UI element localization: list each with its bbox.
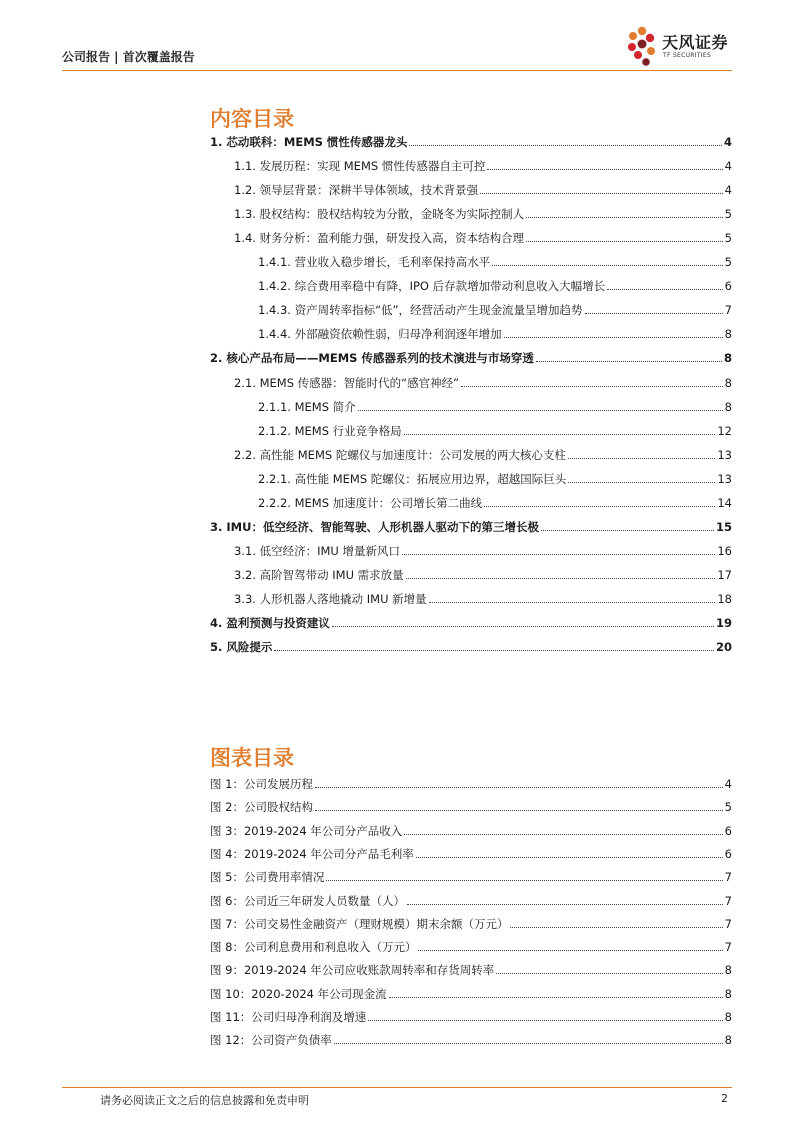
figure-list-entry[interactable] bbox=[210, 962, 732, 977]
toc-entry-page: 15 bbox=[715, 519, 732, 534]
toc-entry-page: 17 bbox=[717, 567, 732, 582]
figure-list-entry[interactable] bbox=[210, 776, 732, 791]
toc-entry-number: 1.4.3. bbox=[258, 303, 291, 318]
toc-entry-page: 19 bbox=[715, 616, 732, 630]
toc-dot-leader bbox=[326, 880, 722, 881]
toc-entry-title: 盈利预测与投资建议 bbox=[226, 616, 330, 630]
toc-entry-title: MEMS 行业竞争格局 bbox=[294, 423, 402, 438]
contents-title: 内容目录 bbox=[210, 107, 294, 131]
report-type-label: 公司报告 | 首次覆盖报告 bbox=[62, 50, 195, 64]
toc-dot-leader bbox=[358, 410, 723, 411]
toc-dot-leader bbox=[585, 313, 723, 314]
company-logo bbox=[624, 22, 736, 68]
toc-dot-leader bbox=[541, 530, 714, 531]
toc-entry-title: IMU：低空经济、智能驾驶、人形机器人驱动下的第三增长极 bbox=[226, 519, 539, 534]
toc-entry-page: 6 bbox=[724, 279, 732, 294]
toc-entry-page: 18 bbox=[717, 591, 732, 606]
page-number: 2 bbox=[721, 1092, 728, 1105]
toc-entry-title: 高性能 MEMS 陀螺仪与加速度计：公司发展的两大核心支柱 bbox=[259, 447, 566, 462]
figure-entry-page: 8 bbox=[724, 1010, 732, 1024]
toc-dot-leader bbox=[404, 434, 716, 435]
toc-entry-title: 核心产品布局——MEMS 传感器系列的技术演进与市场穿透 bbox=[226, 351, 534, 366]
figure-entry-title: 图 2：公司股权结构 bbox=[210, 800, 313, 815]
toc-dot-leader bbox=[461, 386, 723, 387]
toc-entry-number: 1.1. bbox=[234, 159, 256, 174]
toc-entry-number: 5. bbox=[210, 640, 223, 655]
toc-dot-leader bbox=[480, 193, 723, 194]
figure-entry-page: 4 bbox=[724, 777, 732, 791]
toc-entry-page: 5 bbox=[724, 207, 732, 222]
toc-entry[interactable] bbox=[210, 350, 732, 365]
toc-dot-leader bbox=[404, 834, 722, 835]
toc-entry-page: 4 bbox=[724, 159, 732, 174]
toc-dot-leader bbox=[492, 265, 723, 266]
toc-entry-title: 发展历程：实现 MEMS 惯性传感器自主可控 bbox=[259, 159, 486, 174]
figure-entry-page: 5 bbox=[724, 800, 732, 815]
figure-entry-title: 图 7：公司交易性金融资产（理财规模）期末余额（万元） bbox=[210, 916, 509, 931]
logo-mark-icon bbox=[624, 22, 664, 68]
toc-entry[interactable] bbox=[258, 495, 732, 510]
toc-dot-leader bbox=[409, 145, 722, 146]
figure-entry-page: 6 bbox=[724, 846, 732, 861]
toc-entry-number: 2.2.1. bbox=[258, 471, 291, 486]
figure-list-entry[interactable] bbox=[210, 1009, 732, 1024]
toc-dot-leader bbox=[368, 1020, 722, 1021]
toc-entry-page: 4 bbox=[723, 135, 732, 149]
figure-list-entry[interactable] bbox=[210, 799, 732, 814]
toc-dot-leader bbox=[274, 650, 714, 651]
figure-entry-page: 7 bbox=[724, 893, 732, 908]
toc-entry-number: 2.1.2. bbox=[258, 423, 291, 438]
toc-entry-title: 外部融资依赖性弱，归母净利润逐年增加 bbox=[294, 327, 502, 342]
logo-text-en: TF SECURITIES bbox=[663, 52, 712, 59]
toc-entry-title: 芯动联科：MEMS 惯性传感器龙头 bbox=[226, 135, 408, 149]
toc-entry-number: 1.4.1. bbox=[258, 255, 291, 270]
toc-dot-leader bbox=[526, 241, 723, 242]
toc-entry-page: 13 bbox=[717, 471, 732, 486]
toc-entry-title: 资产周转率指标“低”，经营活动产生现金流量呈增加趋势 bbox=[294, 303, 583, 318]
toc-entry-title: 综合费用率稳中有降，IPO 后存款增加带动利息收入大幅增长 bbox=[294, 279, 606, 294]
toc-entry-page: 12 bbox=[717, 423, 732, 438]
toc-dot-leader bbox=[402, 554, 715, 555]
toc-entry-number: 2.2. bbox=[234, 447, 256, 462]
toc-entry-page: 7 bbox=[724, 303, 732, 318]
toc-entry-title: 低空经济：IMU 增量新风口 bbox=[259, 543, 400, 558]
figure-entry-page: 7 bbox=[724, 916, 732, 931]
toc-dot-leader bbox=[526, 217, 723, 218]
toc-entry-number: 1. bbox=[210, 135, 223, 149]
toc-dot-leader bbox=[484, 506, 715, 507]
toc-entry-title: 高阶智驾带动 IMU 需求放量 bbox=[259, 567, 404, 582]
toc-entry-title: 风险提示 bbox=[226, 640, 273, 655]
toc-entry-title: MEMS 简介 bbox=[294, 399, 356, 414]
toc-entry-title: 人形机器人落地撬动 IMU 新增量 bbox=[259, 591, 427, 606]
toc-entry[interactable] bbox=[210, 639, 732, 654]
toc-entry-title: 领导层背景：深耕半导体领域，技术背景强 bbox=[259, 183, 479, 198]
toc-entry-number: 3. bbox=[210, 519, 223, 534]
figure-entry-page: 7 bbox=[724, 870, 732, 885]
figure-list-entry[interactable] bbox=[210, 823, 732, 838]
toc-entry-title: 营业收入稳步增长，毛利率保持高水平 bbox=[294, 255, 491, 270]
figure-entry-page: 8 bbox=[724, 1033, 732, 1048]
logo-text-cn: 天风证券 bbox=[662, 33, 729, 52]
toc-dot-leader bbox=[407, 904, 723, 905]
toc-entry-title: 股权结构：股权结构较为分散，金晓冬为实际控制人 bbox=[259, 207, 525, 222]
figure-entry-title: 图 8：公司利息费用和利息收入（万元） bbox=[210, 940, 417, 955]
toc-dot-leader bbox=[389, 997, 723, 998]
toc-dot-leader bbox=[406, 578, 716, 579]
toc-entry[interactable] bbox=[258, 399, 732, 414]
toc-entry-page: 20 bbox=[715, 640, 732, 655]
figure-entry-title: 图 9：2019-2024 年公司应收账款周转率和存货周转率 bbox=[210, 963, 495, 978]
toc-dot-leader bbox=[429, 602, 716, 603]
toc-entry[interactable] bbox=[210, 134, 732, 149]
toc-entry[interactable] bbox=[258, 302, 732, 317]
header-divider bbox=[62, 70, 732, 71]
toc-dot-leader bbox=[332, 626, 714, 627]
figures-title: 图表目录 bbox=[210, 746, 294, 770]
toc-entry-page: 13 bbox=[717, 447, 732, 462]
toc-entry-number: 4. bbox=[210, 616, 223, 630]
toc-dot-leader bbox=[536, 361, 722, 362]
toc-entry-number: 2.1.1. bbox=[258, 399, 291, 414]
toc-dot-leader bbox=[510, 927, 722, 928]
figure-list-entry[interactable] bbox=[210, 939, 732, 954]
toc-dot-leader bbox=[487, 169, 722, 170]
toc-entry-number: 3.3. bbox=[234, 591, 256, 606]
disclaimer-text: 请务必阅读正文之后的信息披露和免责申明 bbox=[100, 1094, 309, 1107]
toc-entry-number: 2.1. bbox=[234, 375, 256, 390]
toc-entry[interactable] bbox=[258, 254, 732, 269]
toc-entry-page: 5 bbox=[724, 231, 732, 246]
toc-entry[interactable] bbox=[234, 567, 732, 582]
figure-entry-title: 图 3：2019-2024 年公司分产品收入 bbox=[210, 823, 403, 838]
toc-entry[interactable] bbox=[258, 326, 732, 341]
figure-entry-page: 6 bbox=[724, 823, 732, 838]
toc-entry[interactable] bbox=[234, 447, 732, 462]
toc-entry-page: 8 bbox=[724, 399, 732, 414]
figure-list-entry[interactable] bbox=[210, 869, 732, 884]
toc-entry-number: 1.4.2. bbox=[258, 279, 291, 294]
toc-entry-page: 16 bbox=[717, 543, 732, 558]
toc-entry[interactable] bbox=[234, 182, 732, 197]
toc-entry-number: 1.4.4. bbox=[258, 327, 291, 342]
figure-list-entry[interactable] bbox=[210, 1032, 732, 1047]
figure-entry-page: 8 bbox=[724, 963, 732, 978]
toc-entry-number: 1.2. bbox=[234, 183, 256, 198]
toc-entry[interactable] bbox=[258, 278, 732, 293]
figure-list-entry[interactable] bbox=[210, 893, 732, 908]
toc-entry-number: 1.4. bbox=[234, 231, 256, 246]
toc-dot-leader bbox=[568, 482, 715, 483]
figure-entry-title: 图 11：公司归母净利润及增速 bbox=[210, 1010, 367, 1024]
toc-dot-leader bbox=[568, 458, 716, 459]
toc-dot-leader bbox=[315, 810, 723, 811]
toc-dot-leader bbox=[496, 973, 722, 974]
toc-entry-title: 财务分析：盈利能力强，研发投入高，资本结构合理 bbox=[259, 231, 525, 246]
toc-dot-leader bbox=[607, 289, 723, 290]
toc-dot-leader bbox=[418, 950, 722, 951]
toc-entry[interactable] bbox=[210, 615, 732, 630]
figure-entry-title: 图 6：公司近三年研发人员数量（人） bbox=[210, 893, 405, 908]
figure-list-entry[interactable] bbox=[210, 846, 732, 861]
figure-entry-page: 7 bbox=[724, 940, 732, 955]
toc-entry-page: 5 bbox=[724, 255, 732, 270]
figure-entry-title: 图 4：2019-2024 年公司分产品毛利率 bbox=[210, 846, 414, 861]
toc-entry[interactable] bbox=[234, 206, 732, 221]
figure-list-entry[interactable] bbox=[210, 916, 732, 931]
toc-entry[interactable] bbox=[258, 471, 732, 486]
toc-entry-number: 3.2. bbox=[234, 567, 256, 582]
toc-entry[interactable] bbox=[234, 375, 732, 390]
toc-entry-page: 14 bbox=[717, 495, 732, 510]
toc-entry-number: 2. bbox=[210, 351, 223, 366]
toc-entry[interactable] bbox=[210, 519, 732, 534]
toc-dot-leader bbox=[504, 337, 723, 338]
figure-entry-page: 8 bbox=[724, 986, 732, 1001]
toc-entry-title: MEMS 传感器：智能时代的“感官神经” bbox=[259, 375, 460, 390]
figure-entry-title: 图 12：公司资产负债率 bbox=[210, 1033, 332, 1048]
toc-dot-leader bbox=[334, 1043, 723, 1044]
toc-entry-title: MEMS 加速度计：公司增长第二曲线 bbox=[294, 495, 483, 510]
toc-entry[interactable] bbox=[234, 230, 732, 245]
toc-entry[interactable] bbox=[258, 423, 732, 438]
toc-entry-number: 2.2.2. bbox=[258, 495, 291, 510]
toc-entry-page: 8 bbox=[724, 375, 732, 390]
figure-entry-title: 图 10：2020-2024 年公司现金流 bbox=[210, 986, 387, 1001]
toc-entry[interactable] bbox=[234, 543, 732, 558]
figure-entry-title: 图 1：公司发展历程 bbox=[210, 777, 313, 791]
toc-entry-page: 8 bbox=[724, 327, 732, 342]
toc-entry[interactable] bbox=[234, 591, 732, 606]
toc-dot-leader bbox=[315, 787, 723, 788]
toc-entry-page: 4 bbox=[724, 183, 732, 198]
figure-list-entry[interactable] bbox=[210, 986, 732, 1001]
toc-entry-page: 8 bbox=[723, 351, 732, 366]
toc-entry-number: 3.1. bbox=[234, 543, 256, 558]
toc-dot-leader bbox=[416, 857, 723, 858]
toc-entry-title: 高性能 MEMS 陀螺仪：拓展应用边界，超越国际巨头 bbox=[294, 471, 567, 486]
footer-divider bbox=[62, 1087, 732, 1088]
toc-entry[interactable] bbox=[234, 158, 732, 173]
figure-entry-title: 图 5：公司费用率情况 bbox=[210, 870, 325, 885]
toc-entry-number: 1.3. bbox=[234, 207, 256, 222]
